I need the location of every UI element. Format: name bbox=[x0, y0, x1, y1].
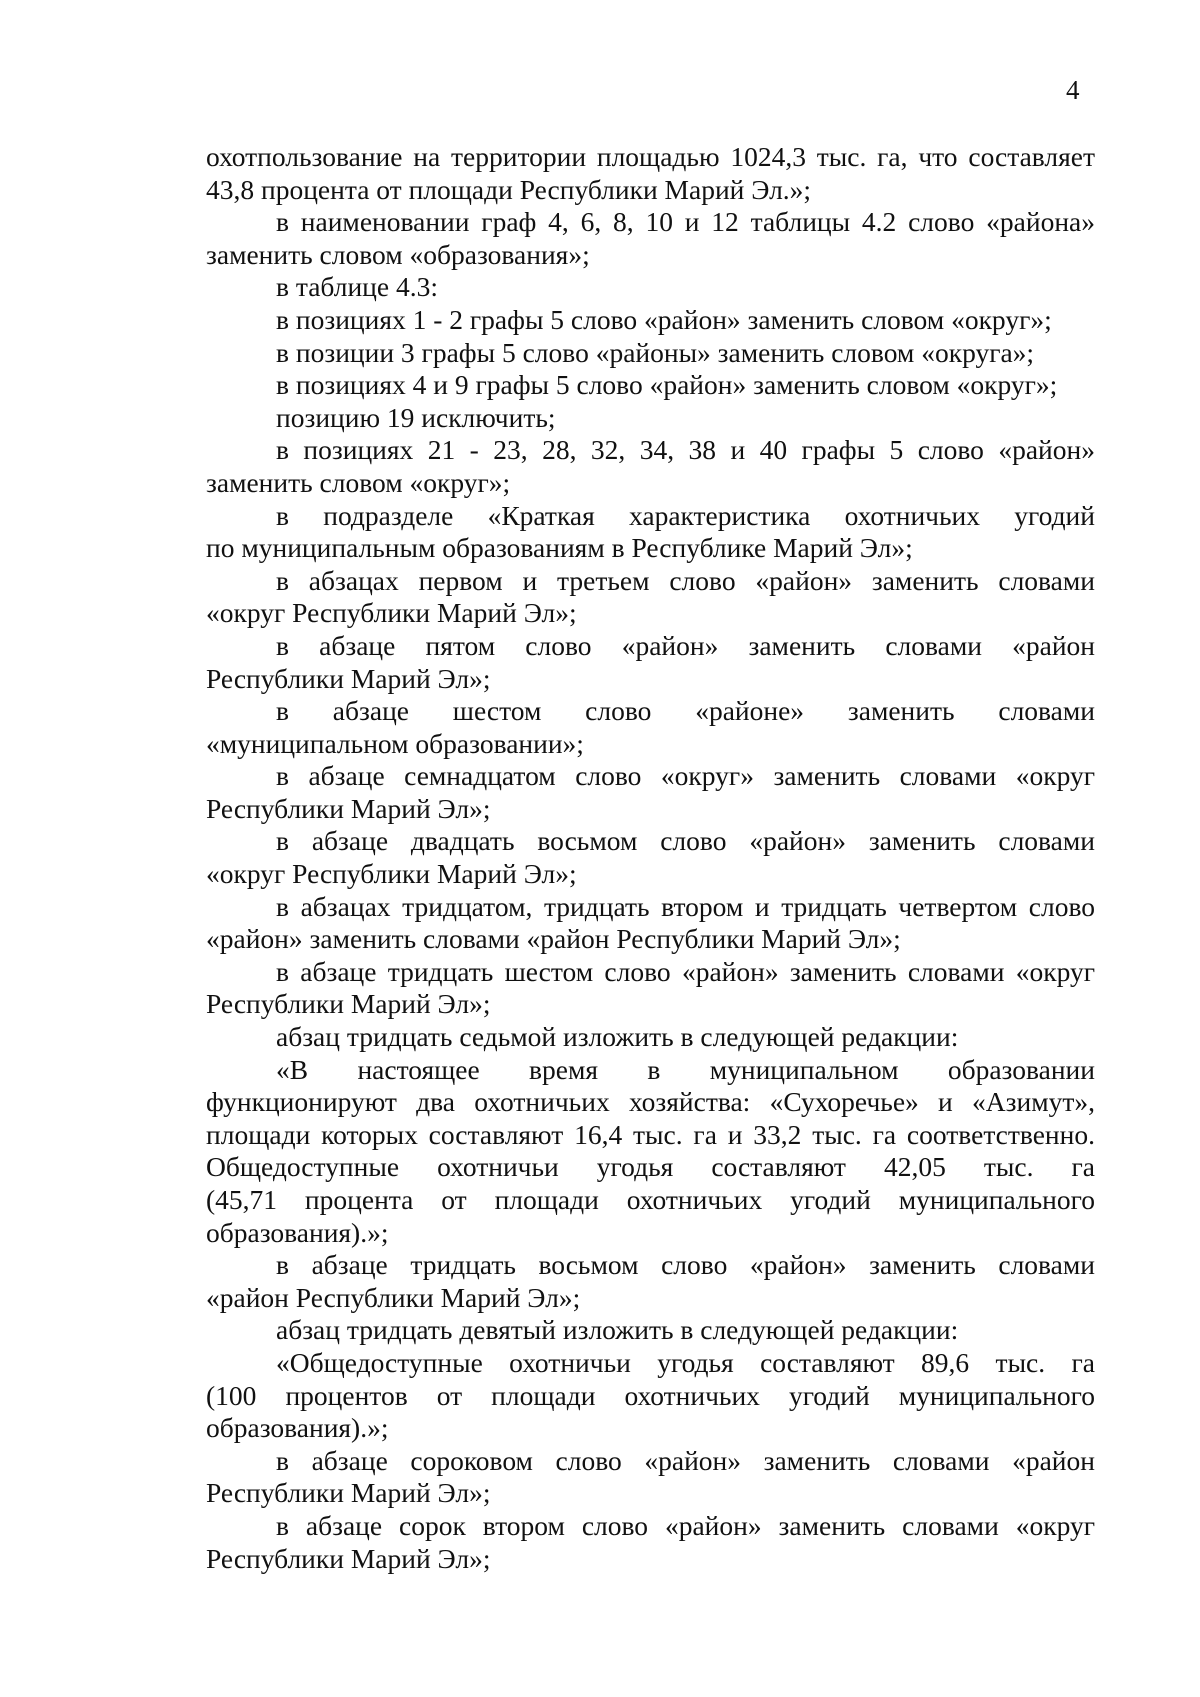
text-line: в позициях 21 - 23, 28, 32, 34, 38 и 40 графы 5 слово «район» bbox=[276, 434, 1095, 466]
text-line: 43,8 процента от площади Республики Марий Эл.»; bbox=[206, 173, 812, 205]
text-line: в абзаце шестом слово «районе» заменить словами bbox=[276, 695, 1095, 727]
text-line: заменить словом «образования»; bbox=[206, 238, 590, 270]
text-line: образования).»; bbox=[206, 1216, 389, 1248]
text-line: площади которых составляют 16,4 тыс. га и 33,2 тыс. га соответственно. bbox=[206, 1118, 1095, 1150]
text-line: «муниципальном образовании»; bbox=[206, 727, 584, 759]
text-line: в подразделе «Краткая характеристика охотничьих угодий bbox=[276, 499, 1095, 531]
text-line: «В настоящее время в муниципальном образовании bbox=[276, 1053, 1095, 1085]
text-line: Республики Марий Эл»; bbox=[206, 1542, 491, 1574]
text-line: в позициях 4 и 9 графы 5 слово «район» заменить словом «округ»; bbox=[276, 369, 1058, 401]
text-line: абзац тридцать девятый изложить в следующей редакции: bbox=[276, 1314, 959, 1346]
text-line: в абзаце тридцать восьмом слово «район» заменить словами bbox=[276, 1249, 1095, 1281]
text-line: в абзаце сорок втором слово «район» заменить словами «округ bbox=[276, 1509, 1095, 1541]
text-line: в абзацах первом и третьем слово «район» заменить словами bbox=[276, 564, 1095, 596]
page-number: 4 bbox=[1066, 75, 1080, 105]
document-body bbox=[206, 141, 1095, 1575]
text-line: Общедоступные охотничьи угодья составляют 42,05 тыс. га bbox=[206, 1151, 1095, 1183]
text-line: в абзаце двадцать восьмом слово «район» заменить словами bbox=[276, 825, 1095, 857]
text-line: Республики Марий Эл»; bbox=[206, 1477, 491, 1509]
text-line: охотпользование на территории площадью 1024,3 тыс. га, что составляет bbox=[206, 141, 1095, 172]
text-line: абзац тридцать седьмой изложить в следующей редакции: bbox=[276, 1021, 959, 1053]
text-line: (100 процентов от площади охотничьих угодий муниципального bbox=[206, 1379, 1095, 1411]
text-line: Республики Марий Эл»; bbox=[206, 792, 491, 824]
text-line: позицию 19 исключить; bbox=[276, 401, 556, 433]
text-line: «округ Республики Марий Эл»; bbox=[206, 597, 577, 629]
text-line: в абзацах тридцатом, тридцать втором и тридцать четвертом слово bbox=[276, 890, 1095, 922]
text-line: Республики Марий Эл»; bbox=[206, 662, 491, 694]
text-line: «Общедоступные охотничьи угодья составляют 89,6 тыс. га bbox=[276, 1346, 1095, 1378]
text-line: в позициях 1 - 2 графы 5 слово «район» заменить словом «округ»; bbox=[276, 303, 1052, 335]
text-line: в наименовании граф 4, 6, 8, 10 и 12 таблицы 4.2 слово «района» bbox=[276, 206, 1095, 238]
text-line: «район» заменить словами «район Республики Марий Эл»; bbox=[206, 923, 901, 955]
text-line: в абзаце сороковом слово «район» заменить словами «район bbox=[276, 1444, 1095, 1476]
text-line: в абзаце семнадцатом слово «округ» заменить словами «округ bbox=[276, 760, 1095, 792]
text-line: «район Республики Марий Эл»; bbox=[206, 1281, 581, 1313]
text-line: заменить словом «округ»; bbox=[206, 466, 511, 498]
text-line: функционируют два охотничьих хозяйства: «Сухоречье» и «Азимут», bbox=[206, 1086, 1095, 1118]
text-line: в таблице 4.3: bbox=[276, 271, 438, 303]
text-line: в абзаце пятом слово «район» заменить словами «район bbox=[276, 629, 1095, 661]
text-line: «округ Республики Марий Эл»; bbox=[206, 858, 577, 890]
text-line: по муниципальным образованиям в Республике Марий Эл»; bbox=[206, 532, 913, 564]
text-line: Республики Марий Эл»; bbox=[206, 988, 491, 1020]
text-line: (45,71 процента от площади охотничьих угодий муниципального bbox=[206, 1184, 1095, 1215]
text-line: в абзаце тридцать шестом слово «район» заменить словами «округ bbox=[276, 955, 1095, 987]
text-line: в позиции 3 графы 5 слово «районы» заменить словом «округа»; bbox=[276, 336, 1035, 368]
text-line: образования).»; bbox=[206, 1412, 389, 1444]
